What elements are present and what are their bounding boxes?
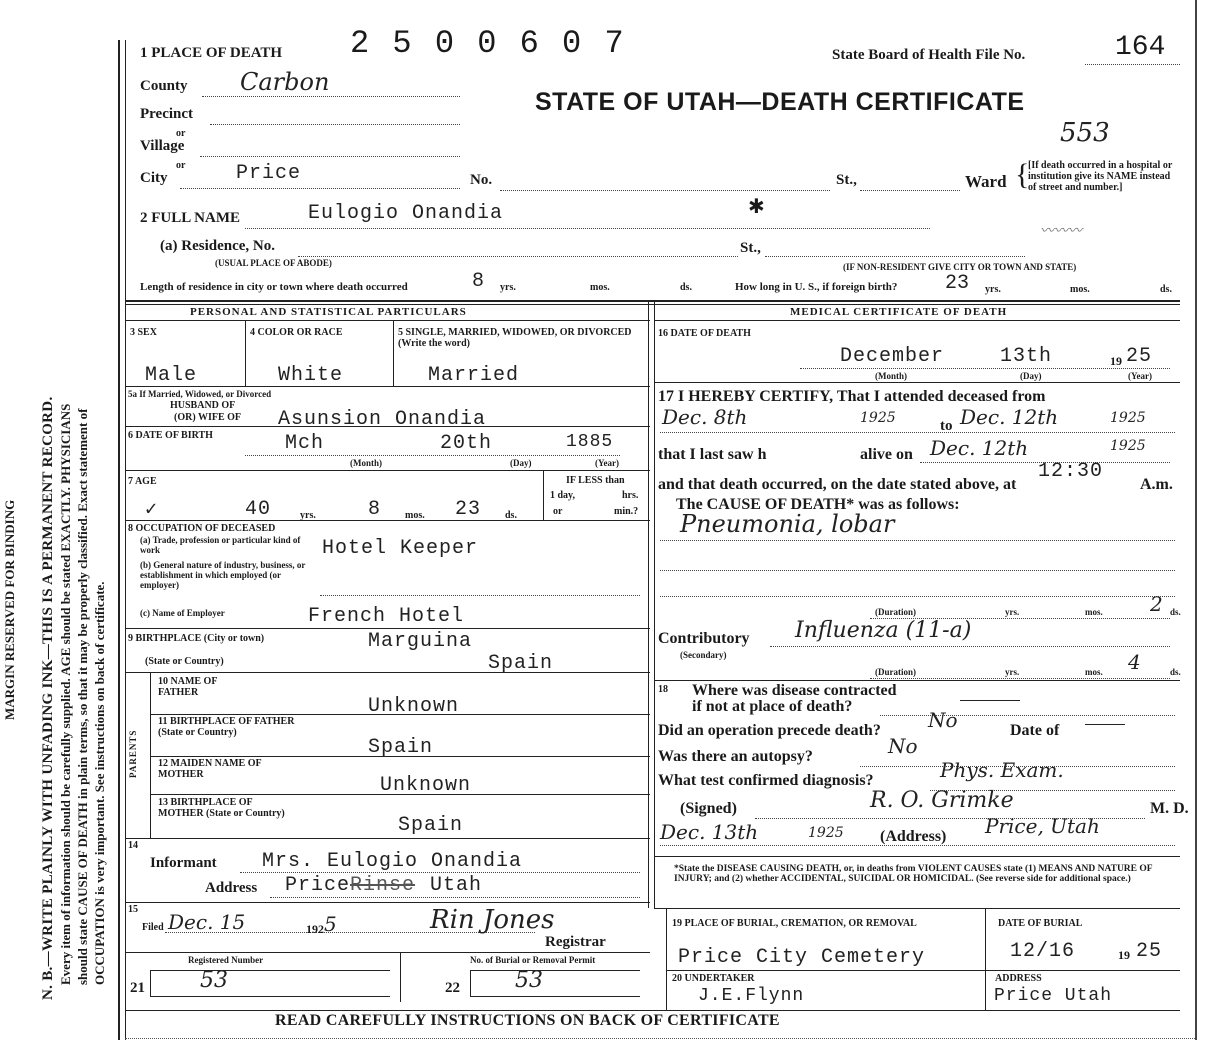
- undertaker-label: 20 UNDERTAKER: [672, 973, 755, 984]
- last-saw-date: Dec. 12th: [930, 436, 1029, 460]
- hospital-note: [If death occurred in a hospital or institution give its NAME instead of street and number.]: [1028, 160, 1173, 193]
- am-marker: A.m.: [1140, 476, 1173, 493]
- ward-label: Ward: [965, 172, 1007, 191]
- city-label: City: [140, 170, 168, 186]
- father-birthplace-label: 11 BIRTHPLACE OF FATHER (State or Country): [158, 716, 295, 738]
- md-label: M. D.: [1150, 800, 1189, 817]
- binding-margin-note: MARGIN RESERVED FOR BINDING: [2, 499, 17, 720]
- last-saw-label-2: alive on: [860, 446, 913, 463]
- occupation-a-label: (a) Trade, profession or particular kind of work: [140, 535, 301, 555]
- registered-number: 53: [200, 968, 228, 993]
- death-day: 13th: [1000, 345, 1053, 368]
- file-no-label: State Board of Health File No.: [832, 47, 1026, 63]
- undertaker-name: J.E.Flynn: [698, 986, 805, 1006]
- informant-address-state: Utah: [430, 874, 483, 897]
- registrar-signature: Rin Jones: [430, 905, 555, 935]
- certify-statement: 17 I HEREBY CERTIFY, That I attended deceased from: [658, 388, 1046, 405]
- where-contracted-label: Where was disease contracted: [692, 682, 897, 699]
- occupation-label: 8 OCCUPATION OF DECEASED: [128, 523, 276, 534]
- age-years: 40: [245, 498, 272, 521]
- father-name: Unknown: [368, 695, 460, 718]
- deceased-name: Eulogio Onandia: [308, 202, 504, 225]
- if-not-label: if not at place of death?: [692, 698, 853, 715]
- filed-label: Filed: [142, 922, 164, 933]
- mother-birthplace: Spain: [398, 814, 464, 837]
- informant-label: Informant: [150, 855, 217, 871]
- city-value: Price: [236, 162, 302, 185]
- spouse-label-2: HUSBAND OF: [170, 400, 236, 411]
- or-connector: or: [176, 160, 186, 171]
- cause-duration: 2: [1150, 592, 1163, 616]
- mother-name: Unknown: [380, 774, 472, 797]
- signed-date: Dec. 13th: [660, 820, 759, 844]
- precinct-label: Precinct: [140, 106, 194, 122]
- operation-value: No: [928, 708, 958, 732]
- signed-year: 1925: [808, 825, 844, 841]
- signed-label: (Signed): [680, 800, 737, 817]
- informant-address-city: Price: [285, 874, 351, 897]
- filed-date: Dec. 15: [168, 910, 246, 934]
- burial-date-label: DATE OF BURIAL: [998, 918, 1083, 929]
- registered-number-label: Registered Number: [188, 955, 264, 965]
- street-no-label: No.: [470, 172, 493, 188]
- dob-label: 6 DATE OF BIRTH: [128, 430, 213, 441]
- employer-label: (c) Name of Employer: [140, 608, 225, 618]
- date-of-death-label: 16 DATE OF DEATH: [658, 328, 751, 339]
- secondary-number: 553: [1060, 118, 1110, 148]
- birthplace-country: Spain: [488, 652, 554, 675]
- father-name-label: 10 NAME OF FATHER: [158, 676, 218, 698]
- physician-signature: R. O. Grimke: [870, 788, 1014, 813]
- occupation-value: Hotel Keeper: [322, 537, 479, 560]
- stamped-certificate-number: 2 5 0 0 6 0 7: [350, 25, 626, 62]
- county-label: County: [140, 78, 188, 94]
- marital-label: 5 SINGLE, MARRIED, WIDOWED, OR DIVORCED (Write the word): [398, 327, 632, 349]
- sex-label: 3 SEX: [130, 327, 157, 338]
- occupation-b-label: (b) General nature of industry, business, or establishment in which employed (or employer): [140, 560, 306, 590]
- residence-label: (a) Residence, No.: [160, 238, 275, 254]
- contributory-duration: 4: [1128, 650, 1141, 674]
- burial-permit-label: No. of Burial or Removal Permit: [470, 955, 596, 965]
- last-saw-label-1: that I last saw h: [658, 446, 767, 463]
- dob-month: Mch: [285, 432, 325, 455]
- filed-year: 5: [324, 912, 337, 936]
- informant-name: Mrs. Eulogio Onandia: [262, 850, 523, 873]
- county-value: Carbon: [240, 68, 330, 96]
- operation-label: Did an operation precede death?: [658, 722, 881, 739]
- autopsy-label: Was there an autopsy?: [658, 748, 813, 765]
- dob-day: 20th: [440, 432, 493, 455]
- certificate-title: STATE OF UTAH—DEATH CERTIFICATE: [535, 88, 1025, 116]
- burial-place: Price City Cemetery: [678, 946, 926, 969]
- attended-to: Dec. 12th: [960, 405, 1059, 429]
- birthplace-label: 9 BIRTHPLACE (City or town): [128, 633, 265, 644]
- physician-address: Price, Utah: [985, 814, 1100, 838]
- street-label: St.,: [836, 172, 857, 188]
- physician-address-label: (Address): [880, 828, 947, 845]
- color-label: 4 COLOR OR RACE: [250, 327, 343, 338]
- cause-label: The CAUSE OF DEATH* was as follows:: [676, 496, 960, 513]
- permanent-record-note: N. B.—WRITE PLAINLY WITH UNFADING INK—THIS IS A PERMANENT RECORD.: [40, 396, 56, 1000]
- cause-of-death: Pneumonia, lobar: [680, 510, 895, 538]
- parents-label: PARENTS: [128, 729, 138, 778]
- time-of-death: 12:30: [1038, 460, 1104, 483]
- birthplace-city: Marguina: [368, 630, 473, 653]
- instructions-line-2: should state CAUSE OF DEATH in plain terms, so that it may be properly classified. Exact statement of: [75, 408, 90, 985]
- operation-date-label: Date of: [1010, 722, 1060, 739]
- burial-year: 25: [1136, 940, 1163, 963]
- test-value: Phys. Exam.: [940, 758, 1064, 782]
- cause-instruction-note: *State the DISEASE CAUSING DEATH, or, in deaths from VIOLENT CAUSES state (1) MEANS AND NATURE OF INJURY; and (2) whether ACCIDENTAL, SUICIDAL OR HOMICIDAL. (See reverse side for additional space.): [674, 864, 1153, 884]
- attended-from-year: 1925: [860, 410, 896, 426]
- autopsy-value: No: [888, 734, 918, 758]
- contributory-label: Contributory: [658, 630, 750, 647]
- place-of-death-label: 1 PLACE OF DEATH: [140, 45, 283, 61]
- or-connector: or: [176, 128, 186, 139]
- attended-to-year: 1925: [1110, 410, 1146, 426]
- spouse-label-3: (OR) WIFE OF: [174, 412, 242, 423]
- age-label: 7 AGE: [128, 476, 157, 487]
- undertaker-address-label: ADDRESS: [995, 973, 1042, 984]
- death-month: December: [840, 345, 945, 368]
- age-days: 23: [455, 498, 482, 521]
- less-than-label: IF LESS than: [566, 475, 625, 486]
- spouse-name: Asunsion Onandia: [278, 408, 487, 431]
- age-months: 8: [368, 498, 382, 521]
- residence-length-label: Length of residence in city or town where death occurred: [140, 281, 408, 293]
- age-check: ✓: [145, 499, 159, 522]
- footer-instructions: READ CAREFULLY INSTRUCTIONS ON BACK OF CERTIFICATE: [275, 1012, 780, 1029]
- employer-value: French Hotel: [308, 605, 465, 628]
- contributory-cause: Influenza (11-a): [795, 618, 972, 643]
- village-label: Village: [140, 138, 185, 154]
- color-value: White: [278, 364, 344, 387]
- burial-permit-number: 53: [515, 968, 543, 993]
- residence-years: 8: [472, 270, 485, 293]
- last-saw-year: 1925: [1110, 438, 1146, 454]
- spouse-label-1: 5a If Married, Widowed, or Divorced: [128, 389, 272, 399]
- test-label: What test confirmed diagnosis?: [658, 772, 874, 789]
- marital-value: Married: [428, 364, 520, 387]
- personal-section-header: PERSONAL AND STATISTICAL PARTICULARS: [190, 306, 467, 318]
- attended-from: Dec. 8th: [662, 405, 748, 429]
- sex-value: Male: [145, 364, 198, 387]
- nonresident-note: (IF NON-RESIDENT GIVE CITY OR TOWN AND STATE): [843, 262, 1077, 272]
- registrar-label: Registrar: [545, 934, 606, 950]
- death-year: 25: [1126, 345, 1153, 368]
- file-number: 164: [1115, 32, 1166, 63]
- dob-year: 1885: [566, 432, 614, 452]
- residence-sub: (USUAL PLACE OF ABODE): [215, 258, 332, 268]
- mother-birthplace-label: 13 BIRTHPLACE OF MOTHER (State or Country): [158, 797, 285, 819]
- burial-date: 12/16: [1010, 940, 1076, 963]
- mother-name-label: 12 MAIDEN NAME OF MOTHER: [158, 758, 262, 780]
- residence-street-label: St.,: [740, 240, 761, 256]
- us-length-label: How long in U. S., if foreign birth?: [735, 281, 898, 293]
- informant-address-label: Address: [205, 880, 258, 896]
- father-birthplace: Spain: [368, 736, 434, 759]
- burial-place-label: 19 PLACE OF BURIAL, CREMATION, OR REMOVAL: [672, 918, 917, 929]
- instructions-line-3: OCCUPATION is very important. See instructions on back of certificate.: [92, 581, 107, 985]
- full-name-label: 2 FULL NAME: [140, 210, 241, 226]
- undertaker-address: Price Utah: [994, 986, 1113, 1006]
- instructions-line-1: Every item of information should be carefully supplied. AGE should be stated EXACTLY. PHYSICIANS: [58, 403, 73, 985]
- us-years: 23: [945, 272, 970, 295]
- death-occurred-label: and that death occurred, on the date stated above, at: [658, 476, 1017, 493]
- medical-section-header: MEDICAL CERTIFICATE OF DEATH: [790, 306, 1008, 318]
